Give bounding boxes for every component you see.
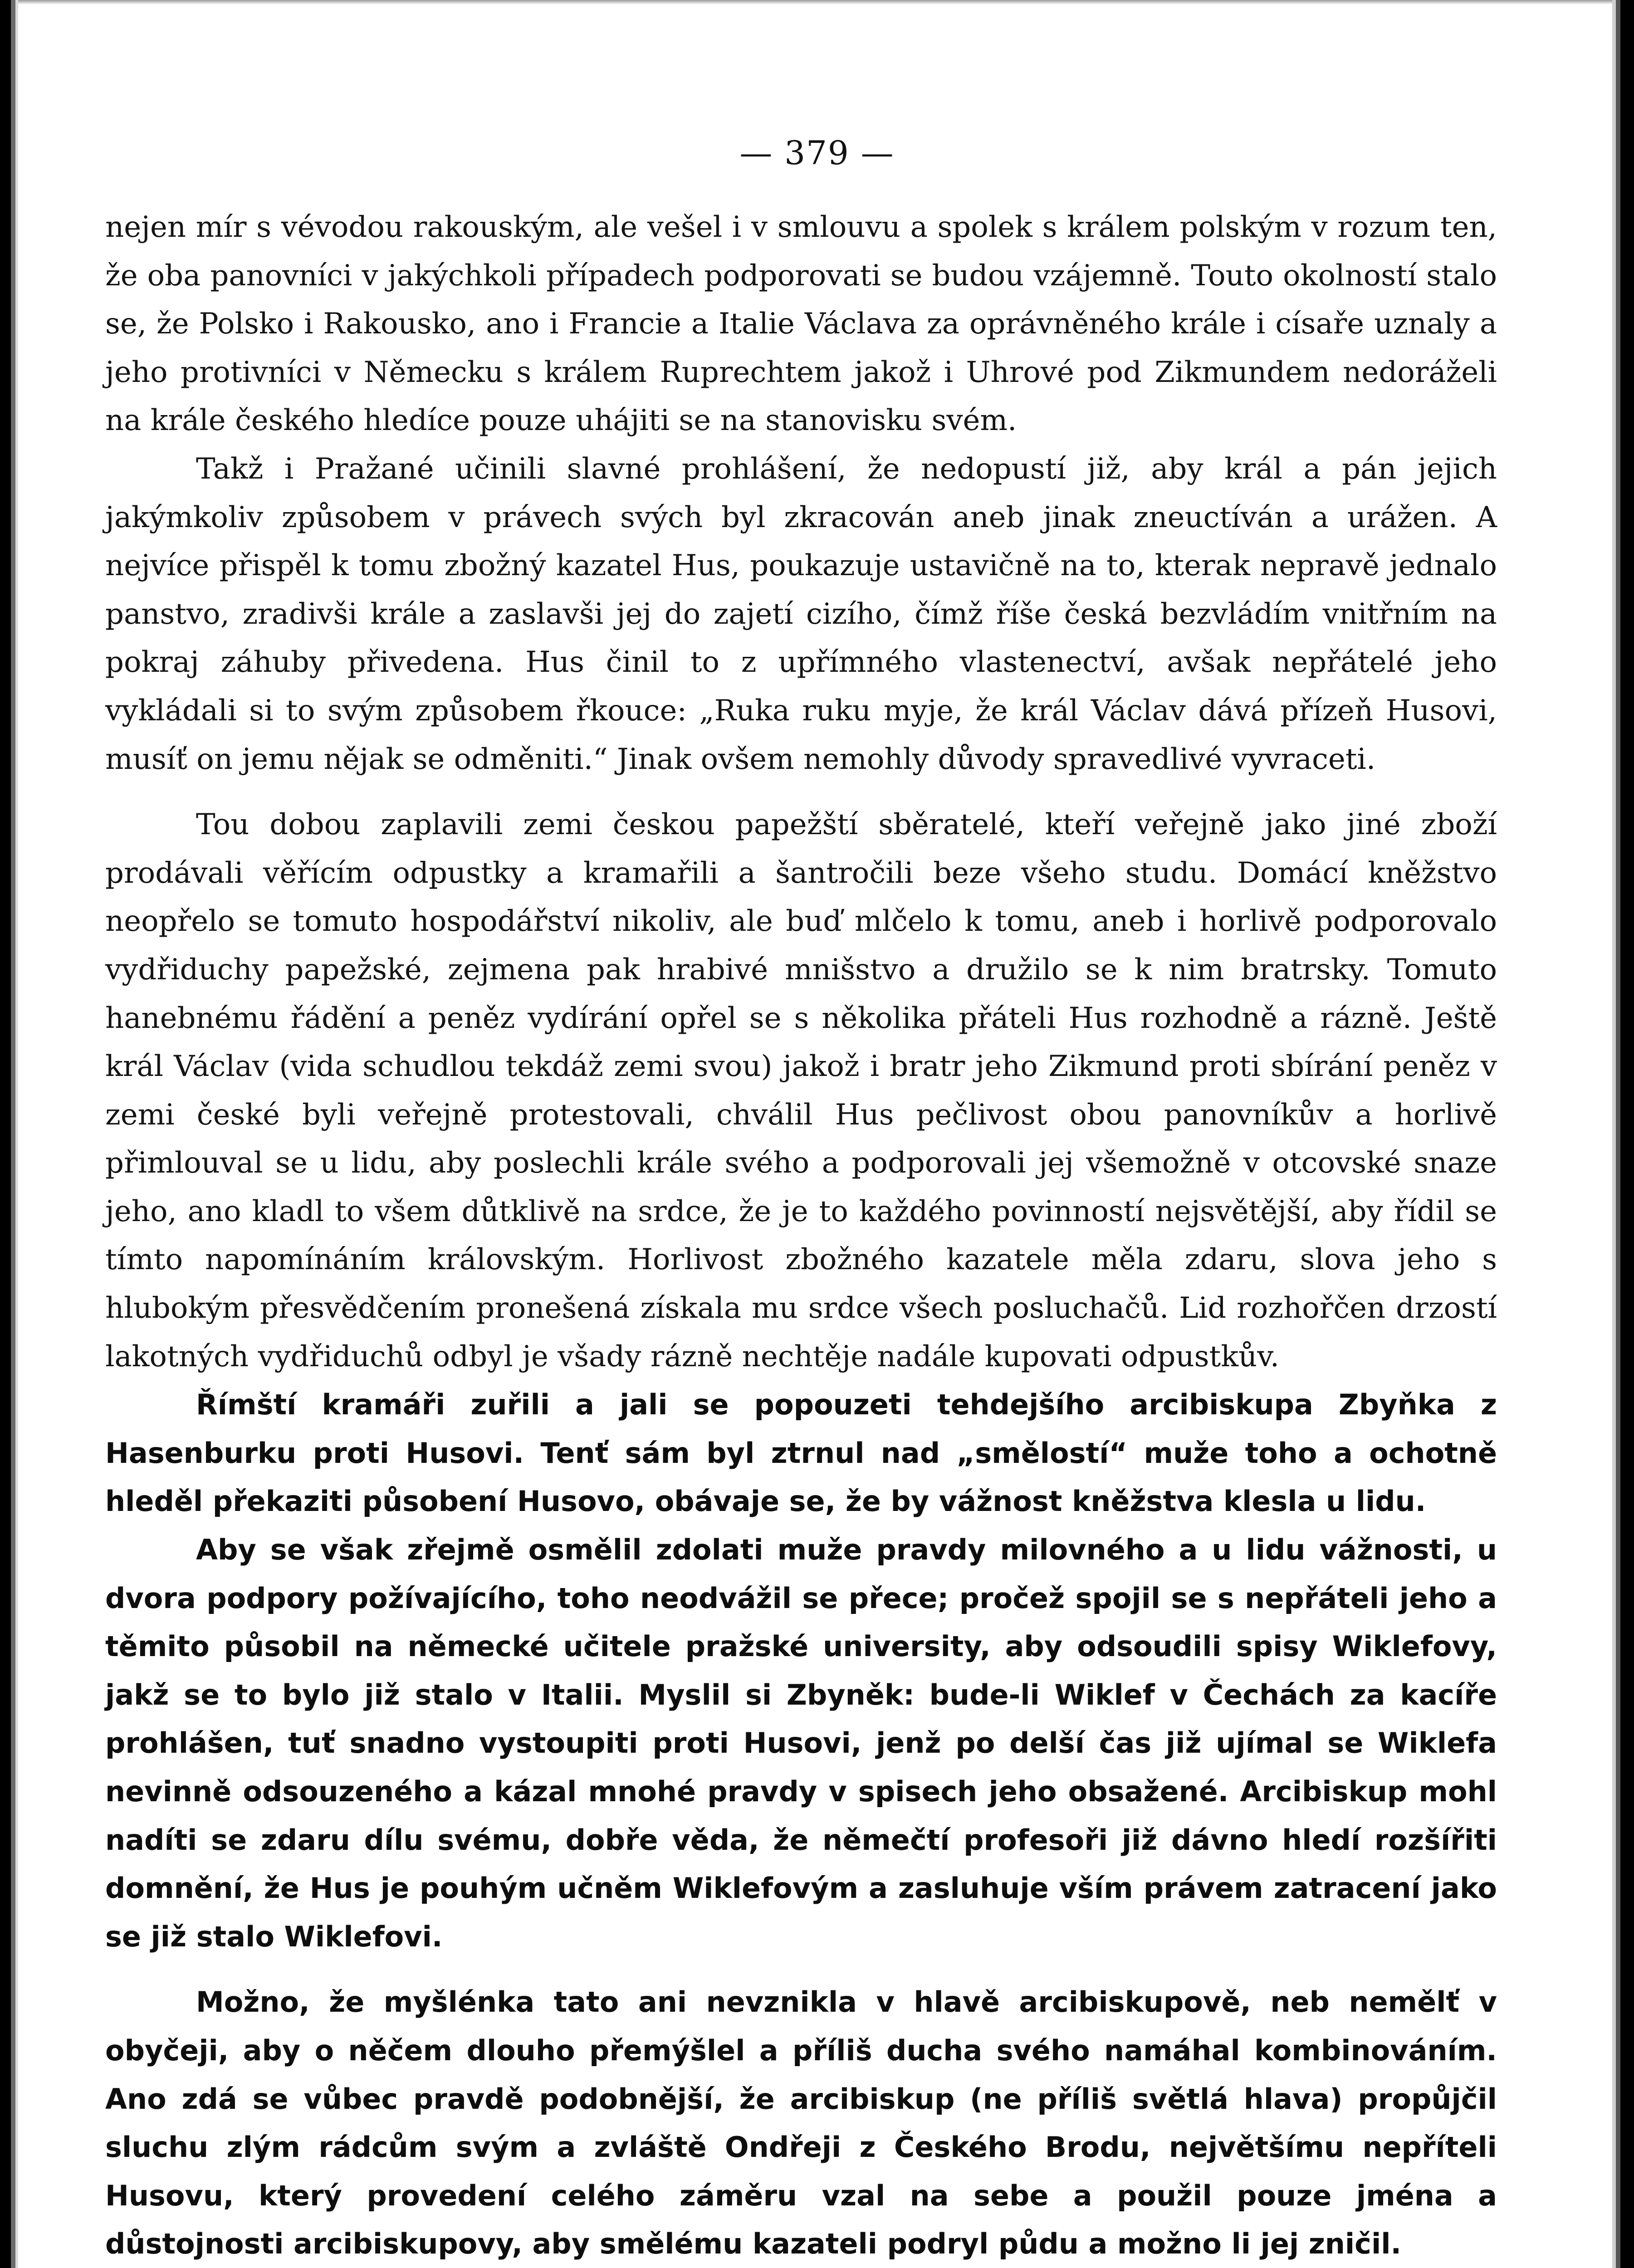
body-text	[105, 203, 1497, 2268]
paragraph-prazane: Takž i Pražané učinili slavné prohlášení, že nedopustí již, aby král a pán jejich jakýmkoliv způsobem v právech svých byl zkracován aneb jinak zneuctíván a urážen. A nejvíce přispěl k tomu zbožný kazatel Hus, poukazuje ustavičně na to, kterak nepravě jednalo panstvo, zradivši krále a zaslavši jej do zajetí cizího, čímž říše česká bezvládím vnitřním na pokraj záhuby přivedena. Hus činil to z upřímného vlastenectví, avšak nepřátelé jeho vykládali si to svým způsobem řkouce: „Ruka ruku myje, že král Václav dává přízeň Husovi, musíť on jemu nějak se odměniti.“ Jinak ovšem nemohly důvody spravedlivé vyvraceti.	[105, 452, 1497, 776]
scan-left-edge	[0, 0, 18, 2268]
paragraph-rimsti-kramari: Římští kramáři zuřili a jali se popouzeti tehdejšího arcibiskupa Zbyňka z Hasenburku proti Husovi. Tenť sám byl ztrnul nad „smělostí“ muže toho a ochotně hleděl překaziti působení Husovo, obávaje se, že by vážnost kněžstva klesla u lidu.	[105, 1388, 1497, 1518]
paragraph-zbynek: Aby se však zřejmě osmělil zdolati muže pravdy milovného a u lidu vážnosti, u dvora podpory požívajícího, toho neodvážil se přece; pročež spojil se s nepřáteli jeho a těmito působil na německé učitele pražské university, aby odsoudili spisy Wiklefovy, jakž se to bylo již stalo v Italii. Myslil si Zbyněk: bude-li Wiklef v Čechách za kacíře prohlášen, tuť snadno vystoupiti proti Husovi, jenž po delší čas již ujímal se Wiklefa nevinně odsouzeného a kázal mnohé pravdy v spisech jeho obsažené. Arcibiskup mohl nadíti se zdaru dílu svému, dobře věda, že němečtí profesoři již dávno hledí rozšířiti domnění, že Hus je pouhým učněm Wiklefovým a zasluhuje vším právem zatracení jako se již stalo Wiklefovi.	[105, 1533, 1497, 1953]
paragraph-myslenka: Možno, že myšlénka tato ani nevznikla v hlavě arcibiskupově, neb nemělť v obyčeji, aby o něčem dlouho přemýšlel a příliš ducha svého namáhal kombinováním. Ano zdá se vůbec pravdě podobnější, že arcibiskup (ne příliš světlá hlava) propůjčil sluchu zlým rádcům svým a zvláště Ondřeji z Českého Brodu, největšímu nepříteli Husovu, který provedení celého záměru vzal na sebe a použil pouze jména a důstojnosti arcibiskupovy, aby smělému kazateli podryl půdu a možno li jej zničil.	[105, 1985, 1497, 2261]
paragraph-continuation: nejen mír s vévodou rakouským, ale vešel i v smlouvu a spolek s králem polským v rozum ten, že oba panovníci v jakýchkoli případech podporovati se budou vzájemně. Touto okolností stalo se, že Polsko i Rakousko, ano i Francie a Italie Václava za oprávněného krále i císaře uznaly a jeho protivníci v Německu s králem Ruprechtem jakož i Uhrové pod Zikmundem nedoráželi na krále českého hledíce pouze uhájiti se na stanovisku svém.	[105, 210, 1497, 438]
scan-top-edge	[0, 0, 1634, 5]
paragraph-papezsti-sberatele: Tou dobou zaplavili zemi českou papežští sběratelé, kteří veřejně jako jiné zboží prodávali věřícím odpustky a kramařili a šantročili beze všeho studu. Domácí kněžstvo neopřelo se tomuto hospodářství nikoliv, ale buď mlčelo k tomu, aneb i horlivě podporovalo vydřiduchy papežské, zejmena pak hrabivé mnišstvo a družilo se k nim bratrsky. Tomuto hanebnému řádění a peněz vydírání opřel se s několika přáteli Hus rozhodně a rázně. Ještě král Václav (vida schudlou tekdáž zemi svou) jakož i bratr jeho Zikmund proti sbírání peněz v zemi české byli veřejně protestovali, chválil Hus pečlivost obou panovníkův a horlivě přimlouval se u lidu, aby poslechli krále svého a podporovali jej všemožně v otcovské snaze jeho, ano kladl to všem důtklivě na srdce, že je to každého povinností nejsvětější, aby řídil se tímto napomínáním královským. Horlivost zbožného kazatele měla zdaru, slova jeho s hlubokým přesvědčením pronešená získala mu srdce všech posluchačů. Lid rozhořčen drzostí lakotných vydřiduchů odbyl je všady rázně nechtěje nadále kupovati odpustkův.	[105, 808, 1497, 1374]
scan-right-edge	[1612, 0, 1634, 2268]
page-number: — 379 —	[739, 134, 895, 172]
